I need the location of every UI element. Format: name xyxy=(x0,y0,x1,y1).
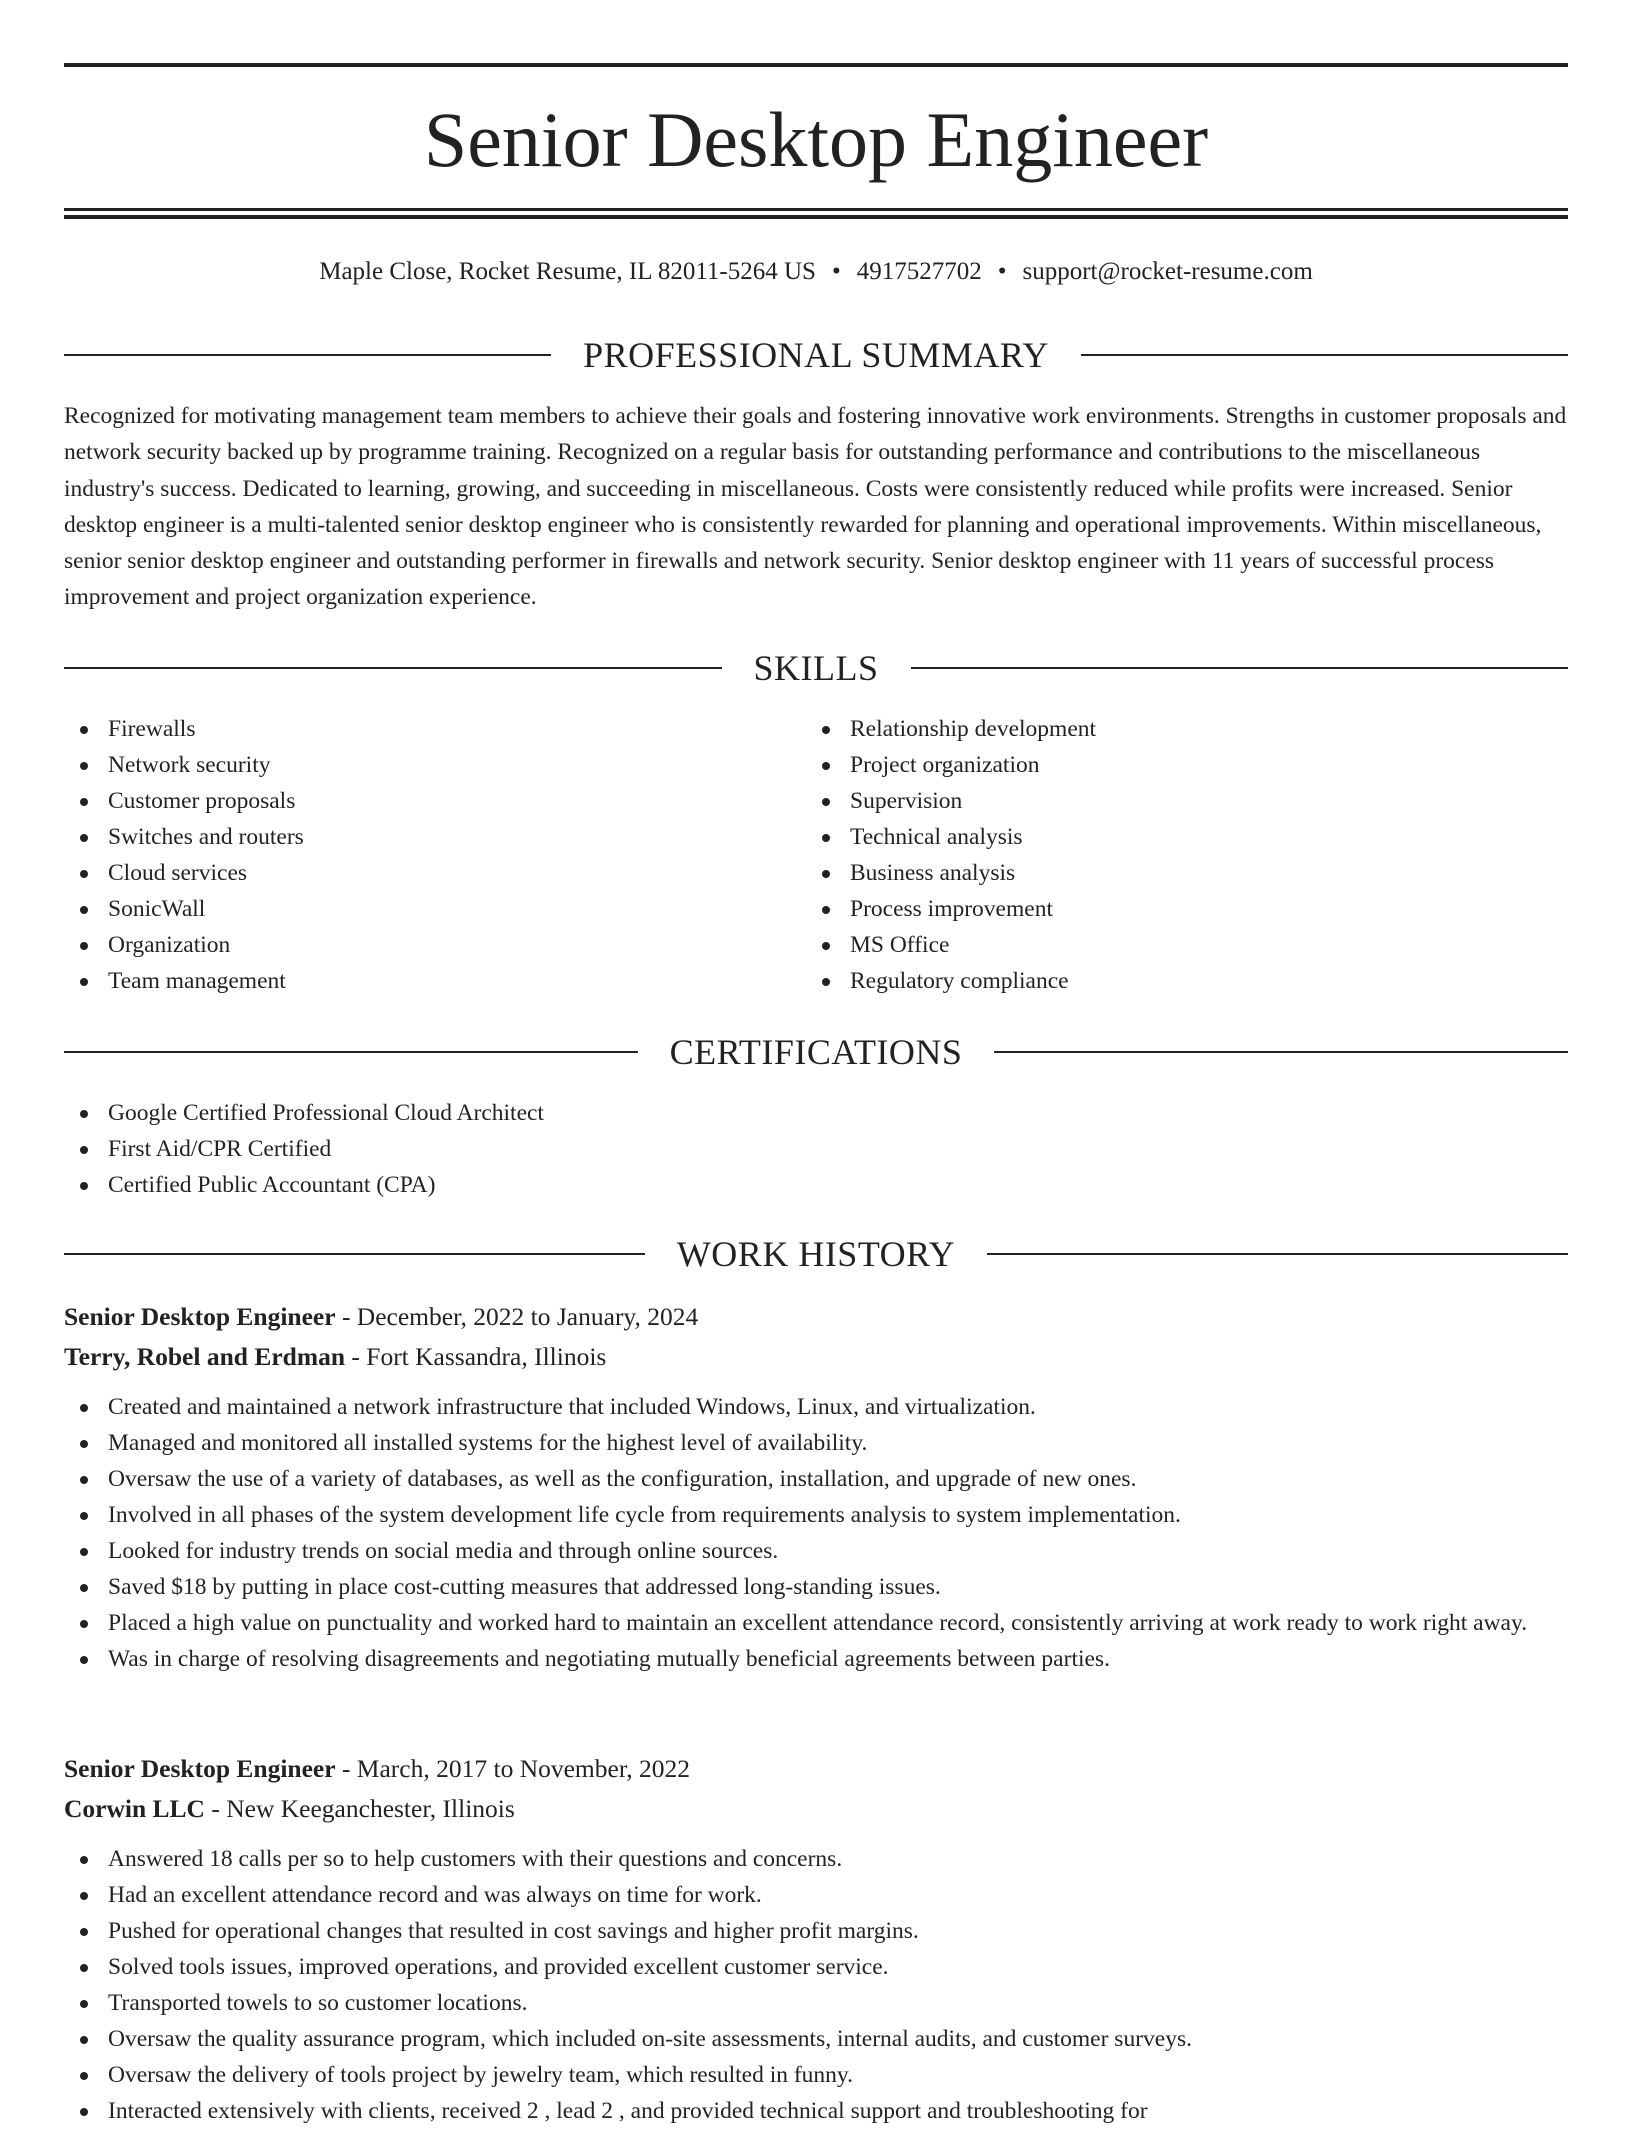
skill-item: Supervision xyxy=(806,783,1506,819)
job-bullet: Had an excellent attendance record and was always on time for work. xyxy=(64,1877,1568,1913)
skills-list-left xyxy=(64,711,764,999)
skill-item: Process improvement xyxy=(806,891,1506,927)
contact-separator: • xyxy=(831,258,841,285)
contact-line xyxy=(64,254,1568,290)
heading-rule xyxy=(1081,354,1568,356)
job-dates: - March, 2017 to November, 2022 xyxy=(335,1754,691,1783)
job-bullet: Involved in all phases of the system development life cycle from requirements analysis to system implementation. xyxy=(64,1497,1568,1533)
skill-item: Technical analysis xyxy=(806,819,1506,855)
job-location: - Fort Kassandra, Illinois xyxy=(345,1342,607,1371)
work-history-heading xyxy=(64,1232,1568,1276)
skill-item: Relationship development xyxy=(806,711,1506,747)
header-top-rule xyxy=(64,63,1568,67)
heading-rule xyxy=(64,1253,645,1255)
skill-item: Switches and routers xyxy=(64,819,764,855)
job-bullet: Oversaw the delivery of tools project by jewelry team, which resulted in funny. xyxy=(64,2057,1568,2093)
skill-item: MS Office xyxy=(806,927,1506,963)
skill-item: Organization xyxy=(64,927,764,963)
job-company: Terry, Robel and Erdman xyxy=(64,1342,346,1371)
skill-item: Business analysis xyxy=(806,855,1506,891)
job-bullet: Placed a high value on punctuality and worked hard to maintain an excellent attendance record, consistently arriving at work ready to work right away. xyxy=(64,1605,1568,1641)
certifications-list xyxy=(64,1095,1568,1203)
job-bullet-list xyxy=(64,1841,1568,2129)
skill-item: Firewalls xyxy=(64,711,764,747)
skill-item: SonicWall xyxy=(64,891,764,927)
skills-heading xyxy=(64,646,1568,690)
summary-paragraph: Recognized for motivating management team members to achieve their goals and fostering innovative work environments. Strengths in customer proposals and network security backed up by programme training. Recognized on a regular basis for outstanding performance and contributions to the miscellaneous industry's success. Dedicated to learning, growing, and succeeding in miscellaneous. Costs were consistently reduced while profits were increased. Senior desktop engineer is a multi-talented senior desktop engineer who is consistently rewarded for planning and operational improvements. Within miscellaneous, senior senior desktop engineer and outstanding performer in firewalls and network security. Senior desktop engineer with 11 years of successful process improvement and project organization experience. xyxy=(64,403,1567,611)
contact-address: Maple Close, Rocket Resume, IL 82011-5264 US xyxy=(319,258,816,285)
job-bullet: Created and maintained a network infrastructure that included Windows, Linux, and virtualization. xyxy=(64,1389,1568,1425)
contact-separator: • xyxy=(997,258,1007,285)
job-bullet: Pushed for operational changes that resulted in cost savings and higher profit margins. xyxy=(64,1913,1568,1949)
skills-list-right xyxy=(806,711,1506,999)
contact-phone: 4917527702 xyxy=(856,258,982,285)
job-bullet: Looked for industry trends on social media and through online sources. xyxy=(64,1533,1568,1569)
heading-rule xyxy=(987,1253,1568,1255)
job-bullet: Transported towels to so customer locations. xyxy=(64,1985,1568,2021)
job-bullet: Was in charge of resolving disagreements and negotiating mutually beneficial agreements between parties. xyxy=(64,1641,1568,1677)
job-bullet: Oversaw the use of a variety of databases, as well as the configuration, installation, and upgrade of new ones. xyxy=(64,1461,1568,1497)
certification-item: Certified Public Accountant (CPA) xyxy=(64,1167,1568,1203)
job-bullet: Solved tools issues, improved operations, and provided excellent customer service. xyxy=(64,1949,1568,1985)
job-entry xyxy=(64,1297,1568,1677)
skills-heading-title: SKILLS xyxy=(753,648,879,688)
job-bullet-list xyxy=(64,1389,1568,1677)
job-title-line xyxy=(64,1297,1568,1337)
job-bullet: Interacted extensively with clients, received 2 , lead 2 , and provided technical support and troubleshooting for xyxy=(64,2093,1568,2129)
certification-item: First Aid/CPR Certified xyxy=(64,1131,1568,1167)
skill-item: Team management xyxy=(64,963,764,999)
summary-heading-title: PROFESSIONAL SUMMARY xyxy=(583,335,1049,375)
skill-item: Cloud services xyxy=(64,855,764,891)
summary-heading xyxy=(64,333,1568,377)
job-title: Senior Desktop Engineer xyxy=(64,1302,336,1331)
job-bullet: Managed and monitored all installed systems for the highest level of availability. xyxy=(64,1425,1568,1461)
heading-rule xyxy=(64,354,551,356)
heading-rule xyxy=(64,1051,638,1053)
job-bullet: Saved $18 by putting in place cost-cutting measures that addressed long-standing issues. xyxy=(64,1569,1568,1605)
heading-rule xyxy=(911,667,1569,669)
job-title-line xyxy=(64,1749,1568,1789)
skill-item: Network security xyxy=(64,747,764,783)
certifications-heading-title: CERTIFICATIONS xyxy=(669,1032,963,1072)
job-company-line xyxy=(64,1789,1568,1829)
job-company: Corwin LLC xyxy=(64,1794,205,1823)
job-title: Senior Desktop Engineer xyxy=(64,1754,336,1783)
contact-email: support@rocket-resume.com xyxy=(1022,258,1313,285)
job-company-line xyxy=(64,1337,1568,1377)
certification-item: Google Certified Professional Cloud Architect xyxy=(64,1095,1568,1131)
header-bottom-rule xyxy=(64,208,1568,211)
header-bottom-rule-second xyxy=(64,215,1568,219)
skill-item: Regulatory compliance xyxy=(806,963,1506,999)
skill-item: Customer proposals xyxy=(64,783,764,819)
job-bullet: Answered 18 calls per so to help customers with their questions and concerns. xyxy=(64,1841,1568,1877)
heading-rule xyxy=(64,667,722,669)
resume-title: Senior Desktop Engineer xyxy=(423,96,1209,183)
heading-rule xyxy=(994,1051,1568,1053)
skill-item: Project organization xyxy=(806,747,1506,783)
job-location: - New Keeganchester, Illinois xyxy=(204,1794,515,1823)
certifications-heading xyxy=(64,1030,1568,1074)
job-bullet: Oversaw the quality assurance program, which included on-site assessments, internal audits, and customer surveys. xyxy=(64,2021,1568,2057)
job-entry xyxy=(64,1749,1568,2129)
work-history-heading-title: WORK HISTORY xyxy=(676,1234,956,1274)
job-dates: - December, 2022 to January, 2024 xyxy=(335,1302,699,1331)
